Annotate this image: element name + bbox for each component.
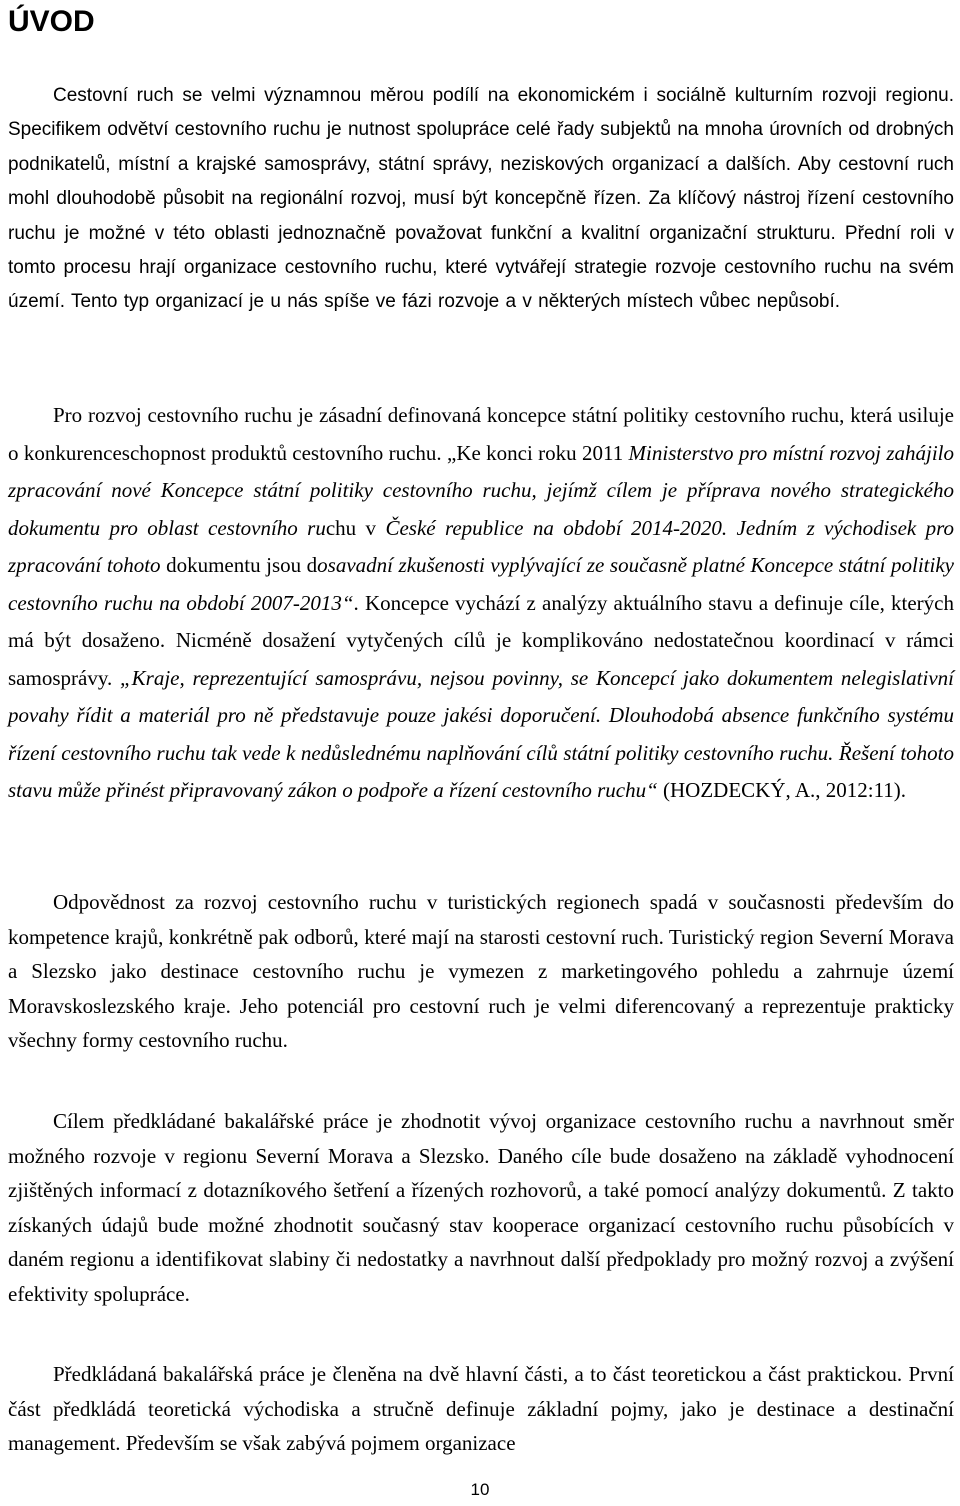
koncepce-quote-4: 2013“ xyxy=(299,590,354,615)
koncepce-quote-3: osavadní zkušenosti vyplývající ze současně platné Koncepce státní politiky cestovního ruchu na období 2007 xyxy=(8,553,954,615)
koncepce-text-1: Pro rozvoj cestovního ruchu je zásadní definovaná koncepce státní politiky cestovního ruchu, která usiluje o konkurenceschopnost produktů cestovního ruchu. xyxy=(8,403,954,465)
koncepce-quote-1: Ministerstvo pro místní rozvoj zahájilo zpracování nové Koncepce státní politiky cestovního ruchu, jejímž cílem je příprava nového strategického dokumentu pro oblast cestovního ru xyxy=(8,440,954,540)
paragraph-intro-tail: Tento typ organizací je u nás spíše ve fázi rozvoje a v některých místech vůbec nepůsobí. xyxy=(65,291,841,313)
paragraph-odpovednost: Odpovědnost za rozvoj cestovního ruchu v turistických regionech spadá v současnosti především do kompetence krajů, konkrétně pak odborů, které mají na starosti cestovní ruch. Turistický region Severní Morava a Slezsko jako destinace cestovního ruchu je vymezen z marketingového pohledu a zahrnuje území Moravskoslezského kraje. Jeho potenciál pro cestovní ruch je velmi diferencovaný a reprezentuje prakticky všechny formy cestovního ruchu. xyxy=(8,890,954,1052)
chapter-heading: ÚVOD xyxy=(8,5,95,38)
koncepce-text-2: chu v xyxy=(325,515,386,540)
paragraph-intro-text: Cestovní ruch se velmi významnou měrou podílí na ekonomickém i sociálně kulturním rozvoji regionu. Specifikem odvětví cestovního ruchu je nutnost spolupráce celé řady subjektů na mnoha úrovních od drobných podnikatelů, místní a krajské samosprávy, státní správy, neziskových organizací a dalších. Aby cestovní ruch mohl dlouhodobě působit na regionální rozvoj, musí být koncepčně řízen. Za klíčový nástroj řízení cestovního ruchu je možné v této oblasti jednoznačně považovat funkční a kvalitní organizační strukturu. Přední roli v tomto procesu hrají organizace cestovního ruchu, které vytvářejí strategie rozvoje cestovního ruchu na svém území. xyxy=(8,85,954,313)
page-number: 10 xyxy=(470,1480,490,1499)
koncepce-text-3: dokumentu jsou d xyxy=(166,553,318,577)
koncepce-quote-5: „Kraje, reprezentující samosprávu, nejsou povinny, se Koncepcí jako dokumentem nelegislativní povahy řídit a materiál pro ně představuje pouze jakési doporučení. Dlouhodobá absence funkčního systému řízení cestovního ruchu tak vede k nedůslednému naplňování cílů státní politiky cestovního ruchu. Řešení tohoto stavu může přinést připravovaný zákon o podpoře a řízení cestovního ruchu“ xyxy=(8,665,955,802)
paragraph-struktura: Předkládaná bakalářská práce je členěna na dvě hlavní části, a to část teoretickou a část praktickou. První část předkládá teoretická východiska a stručně definuje základní pojmy, jako je destinace a destinační management. Především se však zabývá pojmem organizace xyxy=(8,1362,954,1455)
koncepce-dash: - xyxy=(292,590,300,615)
paragraph-cil: Cílem předkládané bakalářské práce je zhodnotit vývoj organizace cestovního ruchu a navrhnout směr možného rozvoje v regionu Severní Morava a Slezsko. Daného cíle bude dosaženo na základě vyhodnocení zjištěných informací z dotazníkového šetření a řízených rozhovorů, a také pomocí analýzy dokumentů. Z takto získaných údajů bude možné zhodnotit současný stav kooperace organizací cestovního ruchu působících v daném regionu a identifikovat slabiny či nedostatky a navrhnout další předpoklady pro možný rozvoj a zvýšení efektivity spolupráce. xyxy=(8,1109,954,1306)
koncepce-text-4: . Koncepce vychází z analýzy aktuálního stavu a definuje cíle, kterých má být dosaženo. Nicméně dosažení vytyčených cílů je komplikováno nedostatečnou koordinací v rámci samosprávy. xyxy=(8,590,954,690)
paragraph-intro xyxy=(8,79,954,320)
koncepce-citation: (HOZDECKÝ, A., 2012:11). xyxy=(657,778,907,802)
koncepce-quote-open: „Ke konci roku 2011 xyxy=(447,440,629,465)
paragraph-koncepce xyxy=(8,398,954,811)
koncepce-quote-2: České republice na období 2014-2020. Jedním z východisek pro zpracování tohoto xyxy=(8,515,954,577)
